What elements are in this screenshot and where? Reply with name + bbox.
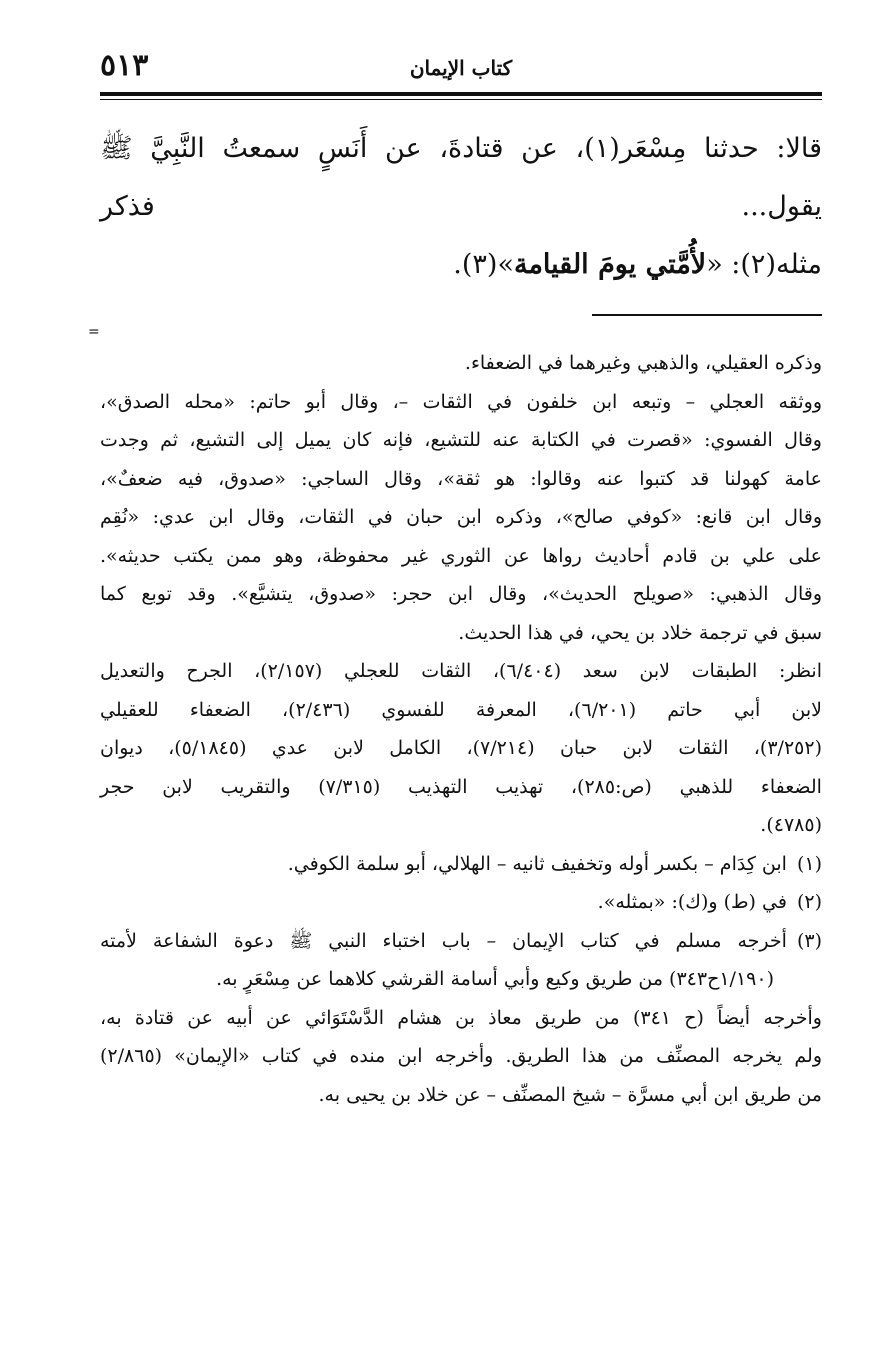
footnote-separator	[592, 314, 822, 316]
reference-line: (٣/٢٥٢)، الثقات لابن حبان (٧/٢١٤)، الكامل لابن عدي (٥/١٨٤٥)، ديوان	[100, 737, 822, 759]
footnote-line: ولم يخرجه المصنِّف من هذا الطريق. وأخرجه ابن منده في كتاب «الإيمان» (٢/٨٦٥)	[100, 1045, 822, 1067]
footnote-text: أخرجه مسلم في كتاب الإيمان – باب اختباء النبي ﷺ دعوة الشفاعة لأمته	[100, 929, 787, 952]
footnote-2	[100, 883, 822, 922]
page-number: ٥١٣	[100, 48, 149, 83]
footnote-number: (٣)	[796, 929, 822, 952]
header-rule-thick	[100, 92, 822, 96]
note-line: ووثقه العجلي – وتبعه ابن خلفون في الثقات –، وقال أبو حاتم: «محله الصدق»،	[100, 390, 822, 413]
note-line: سبق في ترجمة خلاد بن يحي، في هذا الحديث.	[458, 621, 822, 644]
reference-line: انظر: الطبقات لابن سعد (٦/٤٠٤)، الثقات للعجلي (٢/١٥٧)، الجرح والتعديل	[100, 660, 822, 682]
main-line-end: »(٣).	[453, 249, 514, 280]
footnote-separator-area	[88, 314, 822, 344]
footnote-line: (١/١٩٠ح٣٤٣) من طريق وكيع وأبي أسامة القرشي كلاهما عن مِسْعَرٍ به.	[216, 968, 774, 990]
footnote-text: ابن كِدَام – بكسر أوله وتخفيف ثانيه – الهلالي، أبو سلمة الكوفي.	[287, 852, 787, 875]
footnote-3	[100, 922, 822, 961]
note-line: على علي بن قادم أحاديث رواها عن الثوري غير محفوظة، وهو ممن يكتب حديثه».	[100, 544, 822, 567]
reference-line: (٤٧٨٥).	[760, 814, 822, 836]
footnotes	[100, 344, 822, 1114]
main-line-start: مثله(٢): «	[706, 249, 822, 280]
footnote-line: من طريق ابن أبي مسرَّة – شيخ المصنِّف – عن خلاد بن يحيى به.	[318, 1083, 822, 1106]
footnote-number: (١)	[796, 852, 822, 875]
page-header	[100, 40, 822, 92]
footnote-text: في (ط) و(ك): «بمثله».	[597, 891, 787, 913]
note-line: وقال الذهبي: «صويلح الحديث»، وقال ابن حجر: «صدوق، يتشيَّع». وقد توبع كما	[100, 583, 822, 605]
header-rule-thin	[100, 99, 822, 100]
book-page	[88, 40, 822, 1114]
chapter-title: كتاب الإيمان	[409, 56, 513, 80]
note-line: وقال الفسوي: «قصرت في الكتابة عنه للتشيع، فإنه كان يميل إلى التشيع، ثم وجدت	[100, 429, 822, 451]
main-text	[100, 120, 822, 294]
main-line	[100, 236, 822, 294]
reference-line: لابن أبي حاتم (٦/٢٠١)، المعرفة للفسوي (٢/٤٣٦)، الضعفاء للعقيلي	[100, 698, 822, 721]
main-line: قالا: حدثنا مِسْعَر(١)، عن قتادةَ، عن أَنَسٍ سمعتُ النَّبِيَّ ﷺ يقول... فذكر	[100, 133, 822, 222]
footnote-1	[100, 845, 822, 884]
note-line: وقال ابن قانع: «كوفي صالح»، وذكره ابن حبان في الثقات، وقال ابن عدي: «نُقِم	[100, 506, 822, 528]
note-line: وذكره العقيلي، والذهبي وغيرهما في الضعفاء.	[464, 352, 822, 374]
footnote-number: (٢)	[796, 891, 822, 913]
footnote-line: وأخرجه أيضاً (ح ٣٤١) من طريق معاذ بن هشام الدَّسْتَوَائي عن أبيه عن قتادة به،	[100, 1006, 822, 1029]
reference-line: الضعفاء للذهبي (ص:٢٨٥)، تهذيب التهذيب (٧/٣١٥) والتقريب لابن حجر	[100, 775, 822, 798]
note-line: عامة كهولنا قد كتبوا عنه وقالوا: هو ثقة»، وقال الساجي: «صدوق، فيه ضعفٌ»،	[100, 467, 822, 490]
hadith-highlight: لأُمَّتي يومَ القيامة	[513, 249, 707, 280]
continuation-mark: =	[88, 324, 100, 340]
